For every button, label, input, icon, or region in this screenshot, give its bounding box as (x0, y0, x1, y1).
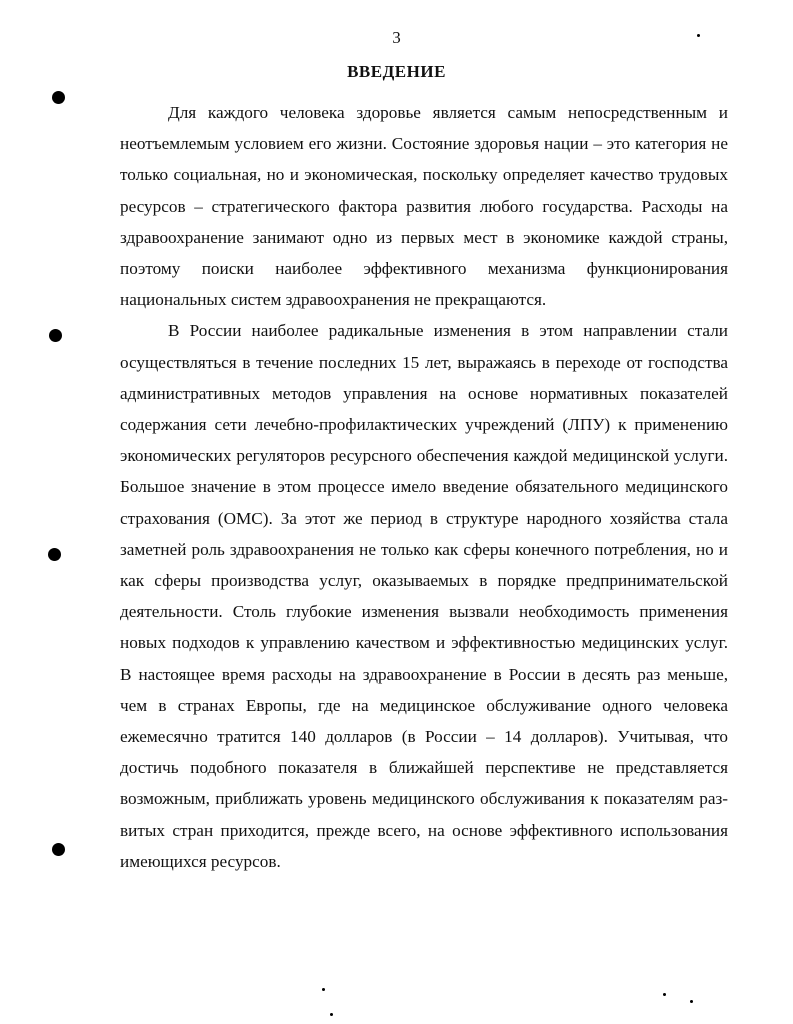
paragraph-1: Для каждого человека здоровье является самым непосредственным и неотъемлемым условием его жизни. Состояние здоровья нации – это категория не только социальная, но и экономическая, поскольку определяет качество трудовых ресурсов – стратегического фактора развития любого государства. Расходы на здравоохранение занимают одно из первых мест в экономике каждой страны, поэтому поиски наиболее эффективного механизма функционирования национальных систем здравоохранения не прекращаются. (120, 103, 728, 310)
scan-speck (697, 34, 700, 37)
punch-hole-mark (52, 91, 65, 104)
page-number: 3 (392, 28, 401, 47)
section-heading: ВВЕДЕНИЕ (347, 62, 446, 81)
scan-speck (663, 993, 666, 996)
body-text (120, 97, 728, 877)
punch-hole-mark (48, 548, 61, 561)
punch-hole-mark (52, 843, 65, 856)
scan-speck (690, 1000, 693, 1003)
scan-speck (322, 988, 325, 991)
punch-hole-mark (49, 329, 62, 342)
scan-speck (330, 1013, 333, 1016)
paragraph-2: В России наиболее радикальные изменения в этом направлении стали осуществляться в течение последних 15 лет, выражаясь в переходе от господства административных методов управления на основе нормативных показателей содержания сети лечебно-профилактических учреждений (ЛПУ) к применению экономических регуляторов ресурсного обеспечения каждой медицинской услуги. Большое значение в этом процессе имело введение обязательного медицинского страхования (ОМС). За этот же период в структуре народного хозяйства стала заметней роль здравоохранения не только как сферы конечного потребления, но и как сферы производства услуг, оказываемых в порядке предпринимательской деятельности. Столь глубокие изменения вызвали необходимость применения новых подходов к управлению качеством и эффективностью медицинских услуг. В настоящее время расходы на здравоохранение в России в десять раз меньше, чем в странах Европы, где на медицинское обслуживание одного человека ежемесячно тратится 140 долларов (в России – 14 долларов). Учитывая, что достичь подобного показателя в ближайшей перспективе не представляется возможным, приближать уровень медицинского обслуживания к показателям развитых стран приходится, прежде всего, на основе эффективного использования имеющихся ресурсов. (120, 321, 728, 871)
